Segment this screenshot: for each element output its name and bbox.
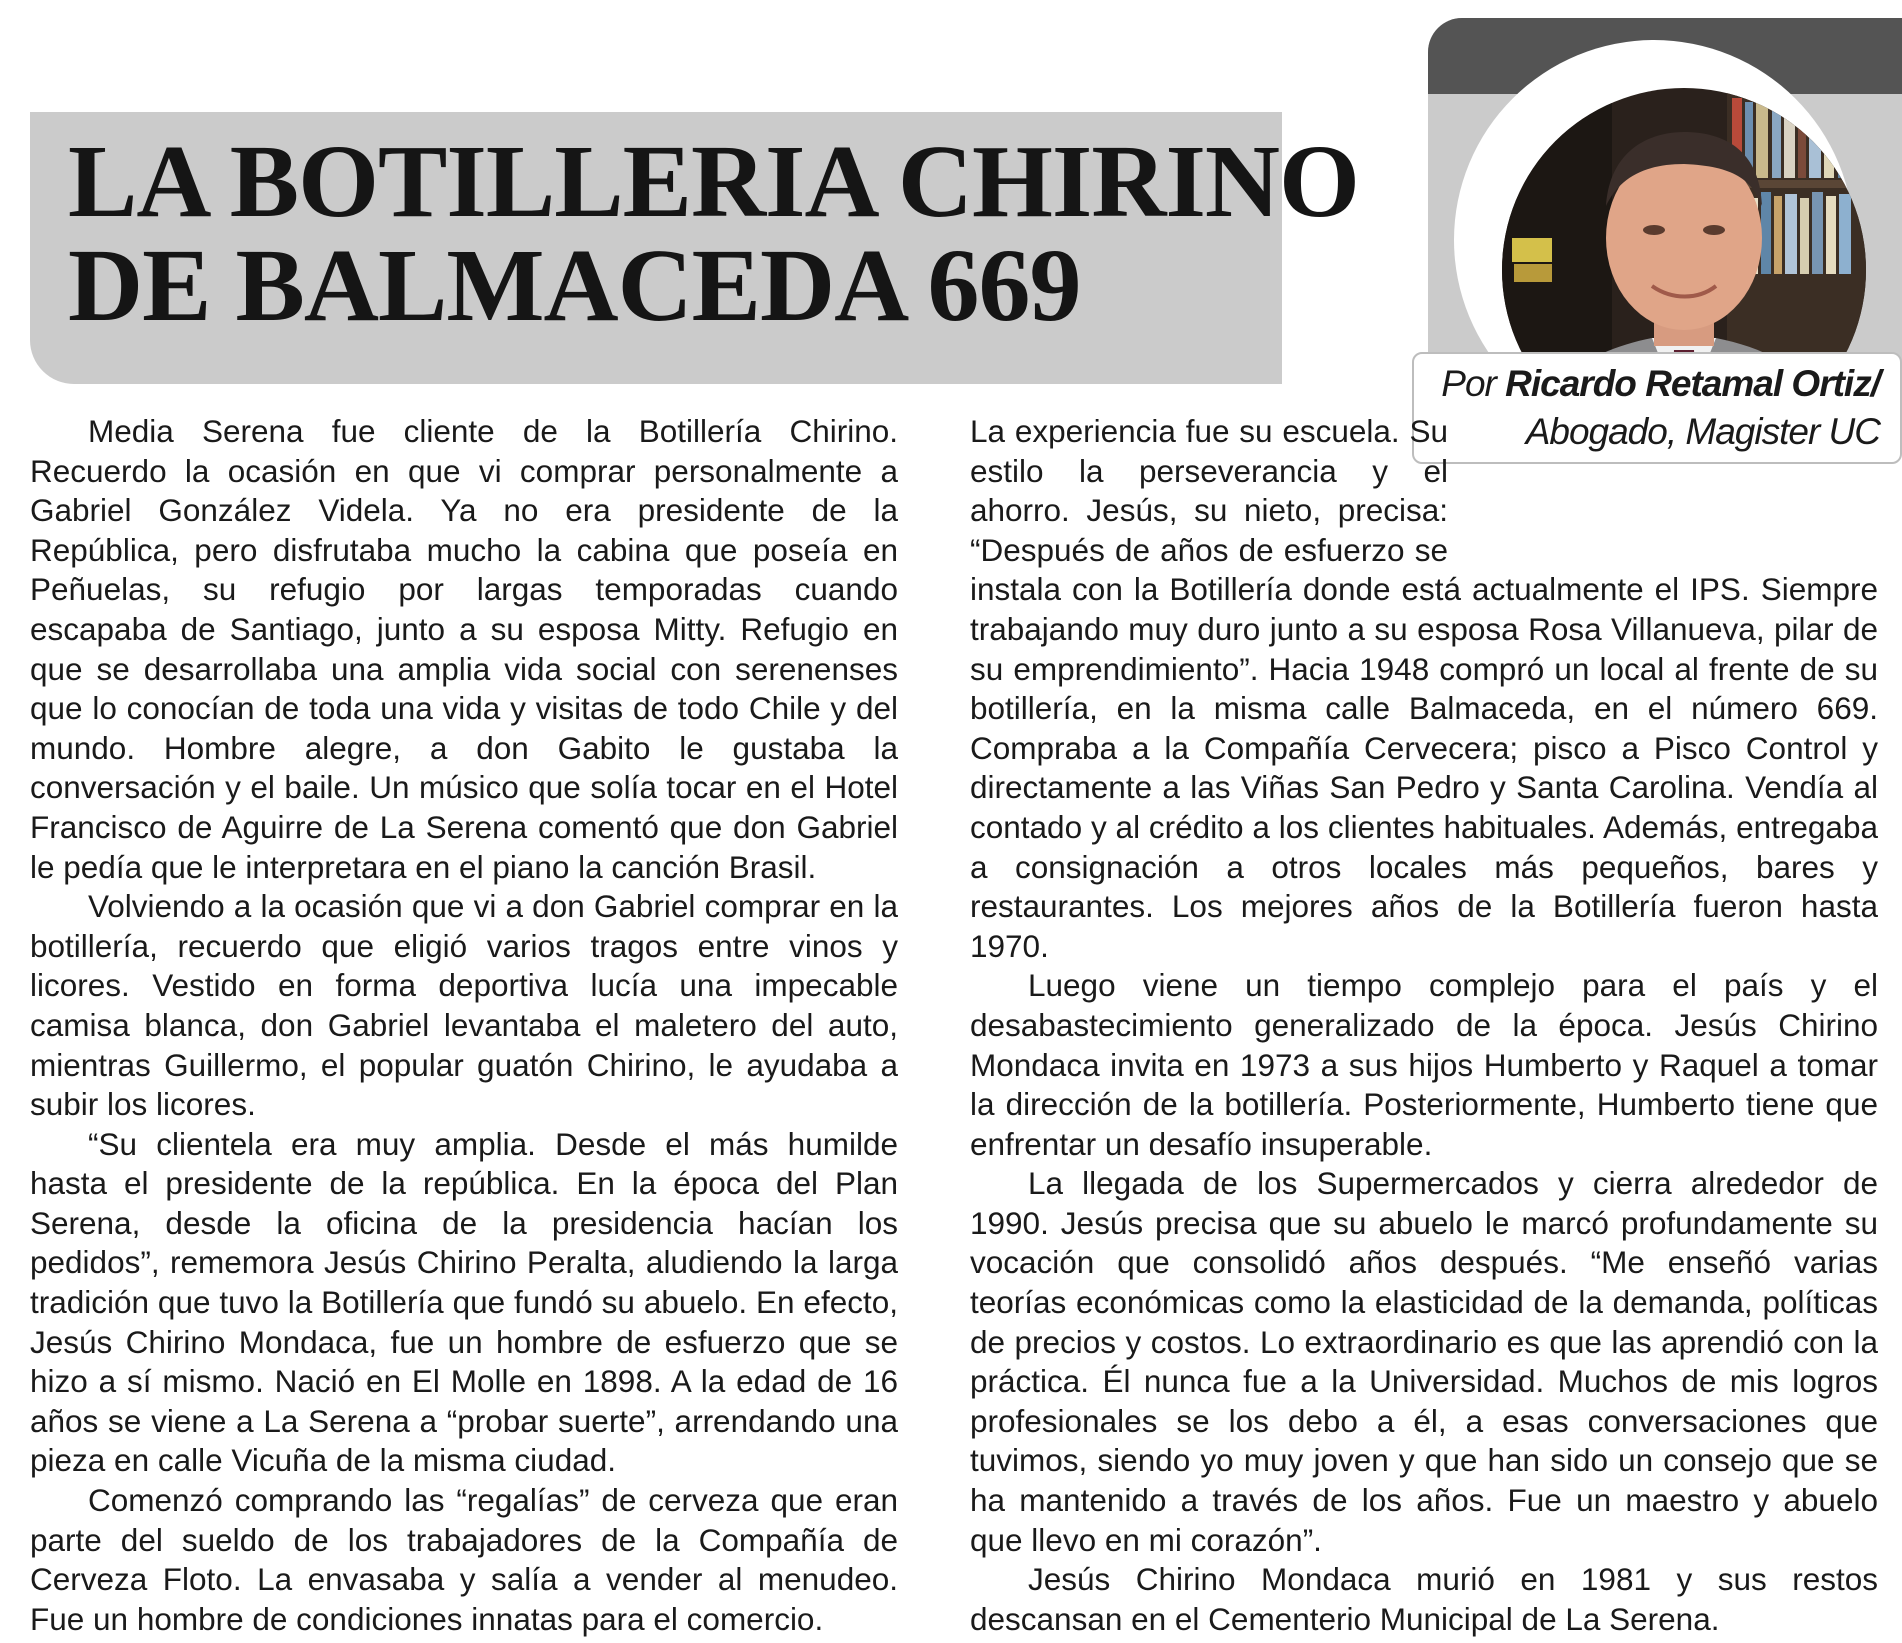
article-paragraph: “Su clientela era muy amplia. Desde el más humilde hasta el presidente de la república. En la época del Plan Serena, desde la oficina de la presidencia hacían los pedidos”, rememora Jesús Chirino Peralta, aludiendo la larga tradición que tuvo la Botillería que fundó su abuelo. En efecto, Jesús Chirino Mondaca, fue un hombre de esfuerzo que se hizo a sí mismo. Nació en El Molle en 1898. A la edad de 16 años se viene a La Serena a “probar suerte”, arrendando una pieza en calle Vicuña de la misma ciudad.: [30, 1125, 898, 1479]
byline-role: Abogado, Magister UC: [1525, 411, 1880, 452]
article-paragraph: Jesús Chirino Mondaca murió en 1981 y sus restos descansan en el Cementerio Municipal de La Serena.: [970, 1561, 1878, 1637]
article-paragraph: Volviendo a la ocasión que vi a don Gabriel comprar en la botillería, recuerdo que eligió varios tragos entre vinos y licores. Vestido en forma deportiva lucía una impecable camisa blanca, don Gabriel levantaba el maletero del auto, mientras Guillermo, el popular guatón Chirino, le ayudaba a subir los licores.: [30, 888, 898, 1123]
article-column-right: [970, 412, 1878, 1639]
article-paragraph: Comenzó comprando las “regalías” de cerveza que eran parte del sueldo de los trabajadores de la Compañía de Cerveza Floto. La envasaba y salía a vender al menudeo. Fue un hombre de condiciones innatas para el comercio.: [30, 1482, 898, 1637]
headline-line-1: LA BOTILLERIA CHIRINO: [68, 124, 1359, 239]
headline-line-2: DE BALMACEDA 669: [68, 228, 1081, 343]
article-paragraph-continuation: La experiencia fue su escuela. Su estilo la perseverancia y el ahorro. Jesús, su nieto, precisa: “Después de años de esfuerzo se instala con la Botillería donde está actualmente el IPS. Siempre trabajando muy duro junto a su esposa Rosa Villanueva, pilar de su emprendimiento”. Hacia 1948 compró un local al frente de su botillería, en la misma calle Balmaceda, en el número 669. Compraba a la Compañía Cervecera; pisco a Pisco Control y directamente a las Viñas San Pedro y Santa Carolina. Vendía al contado y al crédito a los clientes habituales. Además, entregaba a consignación a otros locales más pequeños, bares y restaurantes. Los mejores años de la Botillería fueron hasta 1970.: [970, 413, 1878, 964]
article-paragraph: Media Serena fue cliente de la Botillería Chirino. Recuerdo la ocasión en que vi comprar personalmente a Gabriel González Videla. Ya no era presidente de la República, pero disfrutaba mucho la cabina que poseía en Peñuelas, su refugio por largas temporadas cuando escapaba de Santiago, junto a su esposa Mitty. Refugio en que se desarrollaba una amplia vida social con serenenses que lo conocían de toda una vida y visitas de todo Chile y del mundo. Hombre alegre, a don Gabito le gustaba la conversación y el baile. Un músico que solía tocar en el Hotel Francisco de Aguirre de La Serena comentó que don Gabriel le pedía que le interpretara en el piano la canción Brasil.: [30, 413, 898, 885]
byline-prefix: Por: [1441, 363, 1506, 404]
byline-author: Ricardo Retamal Ortiz/: [1505, 363, 1880, 404]
headline-box: [30, 112, 1359, 384]
headline: [68, 124, 1359, 343]
article-column-left: [30, 412, 898, 1639]
byline-wrap-space: [1448, 412, 1878, 531]
byline-author-line: [1414, 360, 1880, 408]
article-paragraph: La llegada de los Supermercados y cierra alrededor de 1990. Jesús precisa que su abuelo le marcó profundamente su vocación que consolidó años después. “Me enseñó varias teorías económicas como la elasticidad de la demanda, políticas de precios y costos. Lo extraordinario es que las aprendió con la práctica. Él nunca fue a la Universidad. Muchos de mis logros profesionales se los debo a él, a esas conversaciones que tuvimos, siendo yo muy joven y que han sido un consejo que se ha mantenido a través de los años. Fue un maestro y abuelo que llevo en mi corazón”.: [970, 1165, 1878, 1558]
article-paragraph: Luego viene un tiempo complejo para el país y el desabastecimiento generalizado de la época. Jesús Chirino Mondaca invita en 1973 a sus hijos Humberto y Raquel a tomar la dirección de la botillería. Posteriormente, Humberto tiene que enfrentar un desafío insuperable.: [970, 967, 1878, 1162]
